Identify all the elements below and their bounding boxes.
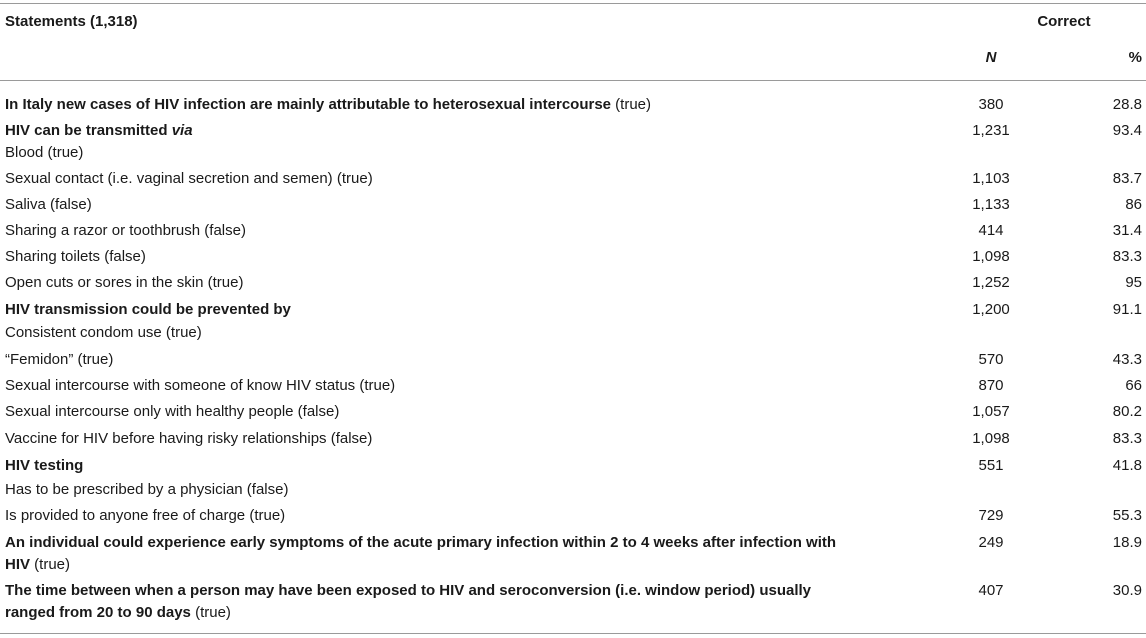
table-row-statement: HIV can be transmitted via [5,122,193,139]
table-row-pct: 41.8 [1112,457,1142,474]
table-row-statement: Sexual intercourse with someone of know HIV status (true) [5,377,396,394]
table-row-n: 1,057 [972,403,1010,420]
table-row-statement: Consistent condom use (true) [5,324,202,341]
table-row-pct: 55.3 [1112,507,1142,524]
table-row-n: 249 [978,534,1004,551]
table-bottom-rule [0,633,1146,634]
table-row-n: 1,103 [972,170,1010,187]
table-row-pct: 83.3 [1112,430,1142,447]
table-row-pct: 91.1 [1112,301,1142,318]
header-statements: Statements (1,318) [5,13,138,30]
header-rule [0,80,1146,81]
table-row-statement: An individual could experience early symptoms of the acute primary infection within 2 to 4 weeks after infection with HIV (true) [5,534,837,573]
table-row-n: 407 [978,582,1004,599]
table-row-n: 1,231 [972,122,1010,139]
table-row-n: 1,252 [972,274,1010,291]
table-row-statement: Is provided to anyone free of charge (true) [5,507,286,524]
table-row-pct: 83.7 [1112,170,1142,187]
table-row-statement: In Italy new cases of HIV infection are mainly attributable to heterosexual intercourse (true) [5,96,652,113]
table-row-statement: Sexual contact (i.e. vaginal secretion and semen) (true) [5,170,373,187]
table-top-rule [0,3,1146,4]
table-row-n: 551 [978,457,1004,474]
table-row-n: 1,133 [972,196,1010,213]
table-row-n: 570 [978,351,1004,368]
table-row-statement: Blood (true) [5,144,84,161]
header-correct: Correct [1037,13,1091,30]
table-row-pct: 86 [1125,196,1142,213]
table-row-n: 729 [978,507,1004,524]
table-row-statement: The time between when a person may have been exposed to HIV and seroconversion (i.e. window period) usually ranged from 20 to 90 days (true) [5,582,812,621]
table-row-pct: 83.3 [1112,248,1142,265]
table-row-n: 1,200 [972,301,1010,318]
header-n: N [985,49,997,66]
table-row-n: 1,098 [972,248,1010,265]
table-row-statement: “Femidon” (true) [5,351,114,368]
table-row-statement: Sharing a razor or toothbrush (false) [5,222,246,239]
table-row-pct: 80.2 [1112,403,1142,420]
table-row-n: 870 [978,377,1004,394]
table-row-statement: Vaccine for HIV before having risky relationships (false) [5,430,373,447]
table-row-statement: HIV transmission could be prevented by [5,301,291,318]
table-row-pct: 95 [1125,274,1142,291]
table-row-pct: 43.3 [1112,351,1142,368]
table-row-statement: Has to be prescribed by a physician (false) [5,481,289,498]
table-row-n: 414 [978,222,1004,239]
table-row-statement: HIV testing [5,457,84,474]
table-row-pct: 18.9 [1112,534,1142,551]
table-row-pct: 28.8 [1112,96,1142,113]
table-row-pct: 93.4 [1112,122,1142,139]
table-row-statement: Sexual intercourse only with healthy people (false) [5,403,340,420]
header-pct: % [1128,49,1142,66]
table-row-n: 1,098 [972,430,1010,447]
table-row-statement: Sharing toilets (false) [5,248,146,265]
table-row-pct: 31.4 [1112,222,1142,239]
table-row-pct: 30.9 [1112,582,1142,599]
table-row-n: 380 [978,96,1004,113]
table-row-statement: Saliva (false) [5,196,92,213]
table-row-pct: 66 [1125,377,1142,394]
table-row-statement: Open cuts or sores in the skin (true) [5,274,244,291]
